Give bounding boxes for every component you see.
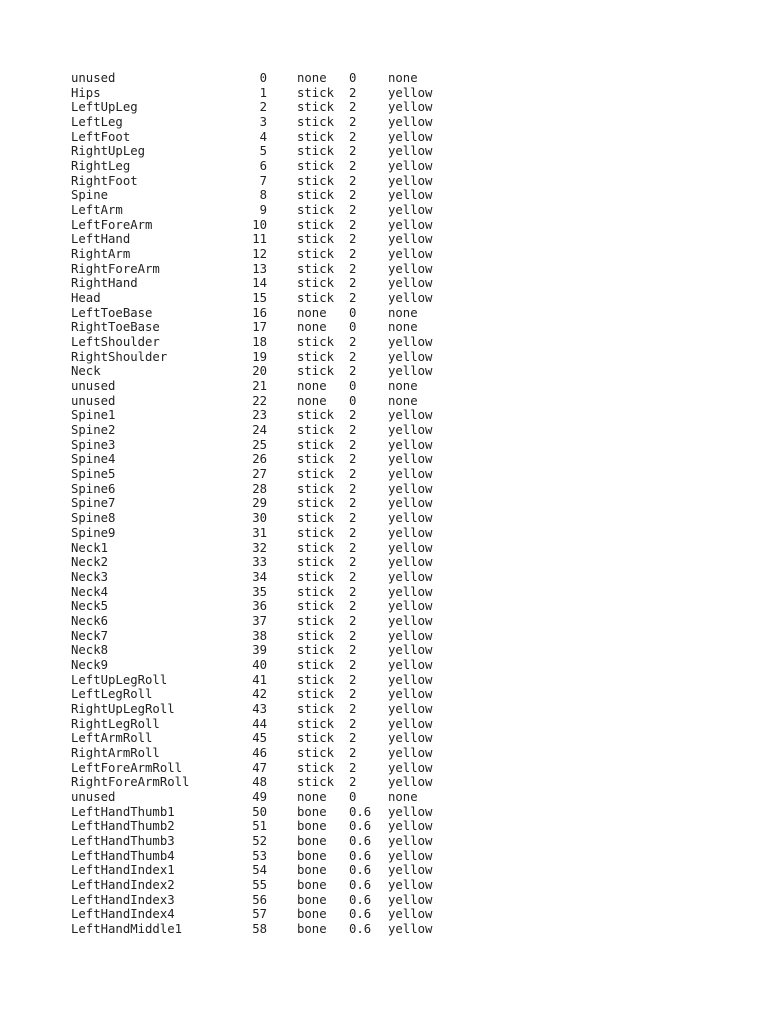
joint-size: 2 (349, 452, 357, 467)
joint-name: RightFoot (71, 173, 138, 188)
joint-color: yellow (388, 85, 433, 100)
joint-name: LeftHandThumb4 (71, 848, 175, 863)
joint-size: 2 (349, 144, 357, 159)
joint-color: yellow (388, 687, 433, 702)
joint-size: 2 (349, 115, 357, 130)
joint-display-type: stick (297, 261, 335, 276)
joint-display-type: stick (297, 599, 335, 614)
joint-name: RightLeg (71, 159, 131, 174)
joint-name: LeftArm (71, 203, 123, 218)
joint-name: LeftToeBase (71, 305, 153, 320)
joint-index: 41 (252, 672, 267, 687)
joint-name: LeftShoulder (71, 335, 160, 350)
joint-color: yellow (388, 701, 433, 716)
joint-size: 2 (349, 364, 357, 379)
joint-index: 24 (252, 423, 267, 438)
joint-color: yellow (388, 173, 433, 188)
joint-size: 0.6 (349, 804, 372, 819)
joint-display-type: stick (297, 437, 335, 452)
joint-display-type: stick (297, 672, 335, 687)
joint-color: yellow (388, 921, 433, 936)
joint-color: yellow (388, 232, 433, 247)
joint-color: yellow (388, 144, 433, 159)
joint-display-type: stick (297, 511, 335, 526)
joint-size: 0 (349, 789, 357, 804)
joint-size: 2 (349, 173, 357, 188)
joint-index: 14 (252, 276, 267, 291)
joint-display-type: bone (297, 877, 327, 892)
joint-display-type: stick (297, 525, 335, 540)
joint-name: LeftLeg (71, 115, 123, 130)
joint-size: 2 (349, 85, 357, 100)
joint-display-type: stick (297, 452, 335, 467)
joint-size: 0 (349, 320, 357, 335)
joint-display-type: stick (297, 173, 335, 188)
joint-display-type: stick (297, 701, 335, 716)
joint-color: yellow (388, 335, 433, 350)
joint-display-type: stick (297, 555, 335, 570)
joint-index: 20 (252, 364, 267, 379)
joint-display-type: none (297, 320, 327, 335)
joint-color: yellow (388, 217, 433, 232)
joint-name: LeftUpLeg (71, 100, 138, 115)
joint-index: 53 (252, 848, 267, 863)
joint-index: 48 (252, 775, 267, 790)
joint-color: yellow (388, 569, 433, 584)
joint-color: yellow (388, 745, 433, 760)
joint-index: 29 (252, 496, 267, 511)
joint-color: yellow (388, 584, 433, 599)
joint-index: 11 (252, 232, 267, 247)
joint-index: 7 (259, 173, 267, 188)
joint-size: 2 (349, 100, 357, 115)
joint-color: yellow (388, 349, 433, 364)
joint-color: yellow (388, 276, 433, 291)
joint-index: 5 (259, 144, 267, 159)
joint-size: 0.6 (349, 819, 372, 834)
joint-size: 2 (349, 643, 357, 658)
joint-name: RightToeBase (71, 320, 160, 335)
joint-size: 2 (349, 672, 357, 687)
joint-display-type: stick (297, 569, 335, 584)
joint-color: yellow (388, 452, 433, 467)
joint-color: yellow (388, 423, 433, 438)
joint-size: 2 (349, 569, 357, 584)
joint-size: 2 (349, 481, 357, 496)
joint-name: RightForeArm (71, 261, 160, 276)
joint-name: RightLegRoll (71, 716, 160, 731)
joint-color: none (388, 393, 418, 408)
joint-display-type: bone (297, 907, 327, 922)
joint-name: Neck (71, 364, 101, 379)
joint-name: RightArmRoll (71, 745, 160, 760)
joint-name: Neck4 (71, 584, 109, 599)
joint-index: 8 (259, 188, 267, 203)
joint-display-type: stick (297, 291, 335, 306)
joint-size: 2 (349, 247, 357, 262)
joint-color: none (388, 305, 418, 320)
joint-name: LeftUpLegRoll (71, 672, 168, 687)
joint-color: yellow (388, 100, 433, 115)
joint-index: 55 (252, 877, 267, 892)
joint-display-type: stick (297, 481, 335, 496)
joint-index: 12 (252, 247, 267, 262)
joint-index: 21 (252, 379, 267, 394)
joint-display-type: stick (297, 657, 335, 672)
joint-name: LeftHandIndex3 (71, 892, 175, 907)
joint-size: 2 (349, 701, 357, 716)
joint-index: 46 (252, 745, 267, 760)
joint-name: Neck8 (71, 643, 109, 658)
joint-index: 30 (252, 511, 267, 526)
joint-size: 2 (349, 159, 357, 174)
joint-name: Hips (71, 85, 101, 100)
joint-index: 1 (259, 85, 267, 100)
joint-name: Neck1 (71, 540, 109, 555)
joint-index: 35 (252, 584, 267, 599)
joint-color: yellow (388, 892, 433, 907)
joint-index: 10 (252, 217, 267, 232)
joint-display-type: none (297, 379, 327, 394)
joint-color: yellow (388, 848, 433, 863)
joint-display-type: stick (297, 232, 335, 247)
joint-size: 0.6 (349, 848, 372, 863)
joint-size: 0.6 (349, 907, 372, 922)
joint-index: 43 (252, 701, 267, 716)
joint-size: 2 (349, 716, 357, 731)
joint-size: 2 (349, 628, 357, 643)
joint-index: 4 (259, 129, 267, 144)
joint-index: 51 (252, 819, 267, 834)
joint-name: LeftHand (71, 232, 131, 247)
joint-index: 49 (252, 789, 267, 804)
joint-size: 2 (349, 467, 357, 482)
joint-size: 2 (349, 291, 357, 306)
joint-name: Neck9 (71, 657, 109, 672)
joint-display-type: stick (297, 643, 335, 658)
joint-size: 2 (349, 276, 357, 291)
joint-size: 2 (349, 687, 357, 702)
joint-size: 2 (349, 261, 357, 276)
joint-name: unused (71, 393, 116, 408)
joint-display-type: stick (297, 540, 335, 555)
joint-size: 2 (349, 540, 357, 555)
joint-color: yellow (388, 159, 433, 174)
joint-index: 6 (259, 159, 267, 174)
joint-display-type: stick (297, 203, 335, 218)
joint-color: yellow (388, 364, 433, 379)
joint-index: 15 (252, 291, 267, 306)
joint-name: Neck5 (71, 599, 109, 614)
joint-name: Spine8 (71, 511, 116, 526)
joint-index: 31 (252, 525, 267, 540)
joint-name: LeftHandIndex4 (71, 907, 175, 922)
joint-color: yellow (388, 481, 433, 496)
joint-name: LeftHandThumb2 (71, 819, 175, 834)
joint-index: 45 (252, 731, 267, 746)
joint-color: yellow (388, 775, 433, 790)
joint-display-type: stick (297, 129, 335, 144)
joint-display-type: stick (297, 144, 335, 159)
joint-display-type: stick (297, 159, 335, 174)
joint-size: 2 (349, 129, 357, 144)
joint-size: 0 (349, 305, 357, 320)
joint-size: 0.6 (349, 921, 372, 936)
joint-display-type: stick (297, 687, 335, 702)
joint-index: 40 (252, 657, 267, 672)
joint-index: 58 (252, 921, 267, 936)
joint-index: 16 (252, 305, 267, 320)
joint-size: 2 (349, 775, 357, 790)
joint-name: Spine1 (71, 408, 116, 423)
joint-display-type: stick (297, 188, 335, 203)
joint-display-type: stick (297, 760, 335, 775)
joint-display-type: none (297, 71, 327, 85)
joint-color: yellow (388, 408, 433, 423)
joint-index: 28 (252, 481, 267, 496)
joint-color: yellow (388, 511, 433, 526)
joint-color: yellow (388, 555, 433, 570)
joint-color: yellow (388, 129, 433, 144)
joint-index: 39 (252, 643, 267, 658)
joint-color: yellow (388, 291, 433, 306)
joint-name: LeftHandIndex2 (71, 877, 175, 892)
joint-name: LeftLegRoll (71, 687, 153, 702)
joint-name: RightUpLeg (71, 144, 146, 159)
joint-display-type: stick (297, 775, 335, 790)
joint-name: Neck6 (71, 613, 109, 628)
joint-size: 2 (349, 232, 357, 247)
joint-name: Spine4 (71, 452, 116, 467)
joint-display-type: stick (297, 731, 335, 746)
joint-display-type: stick (297, 217, 335, 232)
joint-size: 2 (349, 437, 357, 452)
joint-index: 26 (252, 452, 267, 467)
joint-color: yellow (388, 540, 433, 555)
joint-name: RightForeArmRoll (71, 775, 190, 790)
joint-size: 0.6 (349, 877, 372, 892)
joint-size: 2 (349, 349, 357, 364)
joint-size: 0.6 (349, 863, 372, 878)
joint-color: yellow (388, 188, 433, 203)
joint-name: unused (71, 379, 116, 394)
joint-color: yellow (388, 467, 433, 482)
joint-color: yellow (388, 496, 433, 511)
joint-color: yellow (388, 613, 433, 628)
joint-name: RightHand (71, 276, 138, 291)
joint-name: Head (71, 291, 101, 306)
joint-color: yellow (388, 657, 433, 672)
joint-index: 36 (252, 599, 267, 614)
joint-index: 25 (252, 437, 267, 452)
joint-size: 0 (349, 71, 357, 85)
joint-color: yellow (388, 804, 433, 819)
joint-display-type: bone (297, 804, 327, 819)
joint-display-type: stick (297, 467, 335, 482)
joint-index: 56 (252, 892, 267, 907)
joint-index: 42 (252, 687, 267, 702)
joint-color: yellow (388, 599, 433, 614)
joint-color: yellow (388, 672, 433, 687)
joint-display-type: bone (297, 863, 327, 878)
joint-name: LeftForeArmRoll (71, 760, 183, 775)
joint-color: yellow (388, 877, 433, 892)
joint-display-type: stick (297, 349, 335, 364)
joint-display-type: stick (297, 85, 335, 100)
joint-name: Spine9 (71, 525, 116, 540)
joint-name: Spine (71, 188, 109, 203)
joint-size: 2 (349, 745, 357, 760)
joint-name: Spine3 (71, 437, 116, 452)
joint-display-type: bone (297, 921, 327, 936)
joint-color: yellow (388, 643, 433, 658)
joint-size: 2 (349, 423, 357, 438)
joint-index: 38 (252, 628, 267, 643)
joint-color: none (388, 789, 418, 804)
joint-index: 23 (252, 408, 267, 423)
joint-color: yellow (388, 863, 433, 878)
joint-index: 27 (252, 467, 267, 482)
joint-index: 54 (252, 863, 267, 878)
joint-size: 0.6 (349, 892, 372, 907)
joint-size: 0 (349, 393, 357, 408)
joint-color: yellow (388, 203, 433, 218)
joint-color: yellow (388, 247, 433, 262)
joint-index: 3 (259, 115, 267, 130)
joint-index: 33 (252, 555, 267, 570)
joint-color: yellow (388, 716, 433, 731)
joint-size: 0.6 (349, 833, 372, 848)
joint-display-type: stick (297, 276, 335, 291)
joint-size: 2 (349, 657, 357, 672)
joint-name: Neck7 (71, 628, 109, 643)
joint-color: yellow (388, 261, 433, 276)
joint-name: LeftFoot (71, 129, 131, 144)
joint-color: yellow (388, 628, 433, 643)
joint-name: LeftHandIndex1 (71, 863, 175, 878)
joint-display-type: stick (297, 584, 335, 599)
joint-color: yellow (388, 731, 433, 746)
joint-display-type: stick (297, 247, 335, 262)
joint-display-type: stick (297, 115, 335, 130)
joint-size: 2 (349, 760, 357, 775)
joint-name: Neck2 (71, 555, 109, 570)
joint-display-type: none (297, 393, 327, 408)
joint-color: none (388, 379, 418, 394)
joint-index: 57 (252, 907, 267, 922)
joint-display-type: none (297, 305, 327, 320)
joint-index: 47 (252, 760, 267, 775)
joint-name: Spine7 (71, 496, 116, 511)
joint-index: 2 (259, 100, 267, 115)
joint-display-type: stick (297, 613, 335, 628)
joint-index: 22 (252, 393, 267, 408)
joint-color: yellow (388, 907, 433, 922)
joint-display-type: bone (297, 848, 327, 863)
joint-display-type: stick (297, 423, 335, 438)
joint-name: Neck3 (71, 569, 109, 584)
joint-name: Spine6 (71, 481, 116, 496)
joint-name: RightArm (71, 247, 131, 262)
joint-display-type: stick (297, 335, 335, 350)
joint-name: unused (71, 789, 116, 804)
joint-name: LeftHandThumb3 (71, 833, 175, 848)
joint-index: 34 (252, 569, 267, 584)
joint-name: LeftForeArm (71, 217, 153, 232)
joint-name: RightShoulder (71, 349, 168, 364)
joint-size: 2 (349, 584, 357, 599)
joint-color: yellow (388, 115, 433, 130)
joint-index: 50 (252, 804, 267, 819)
joint-name: Spine5 (71, 467, 116, 482)
joint-index: 52 (252, 833, 267, 848)
joint-name: LeftArmRoll (71, 731, 153, 746)
joint-display-type: bone (297, 833, 327, 848)
joint-color: yellow (388, 760, 433, 775)
joint-index: 32 (252, 540, 267, 555)
joint-size: 2 (349, 731, 357, 746)
joint-color: yellow (388, 819, 433, 834)
joint-size: 2 (349, 203, 357, 218)
joint-name: LeftHandMiddle1 (71, 921, 183, 936)
joint-index: 44 (252, 716, 267, 731)
joint-size: 2 (349, 188, 357, 203)
joint-size: 2 (349, 217, 357, 232)
joint-color: yellow (388, 833, 433, 848)
joint-color: none (388, 71, 418, 85)
joint-display-type: stick (297, 496, 335, 511)
joint-display-type: stick (297, 716, 335, 731)
joint-index: 9 (259, 203, 267, 218)
joint-name: RightUpLegRoll (71, 701, 175, 716)
joint-size: 2 (349, 335, 357, 350)
joint-color: yellow (388, 525, 433, 540)
joint-name: LeftHandThumb1 (71, 804, 175, 819)
joint-index: 13 (252, 261, 267, 276)
joint-display-type: bone (297, 892, 327, 907)
joint-size: 2 (349, 496, 357, 511)
joint-display-type: stick (297, 408, 335, 423)
joint-display-type: stick (297, 364, 335, 379)
joint-display-type: bone (297, 819, 327, 834)
joint-color: yellow (388, 437, 433, 452)
joint-name: Spine2 (71, 423, 116, 438)
joint-size: 2 (349, 408, 357, 423)
joint-display-type: stick (297, 100, 335, 115)
joint-size: 2 (349, 555, 357, 570)
joint-display-type: stick (297, 628, 335, 643)
joint-size: 2 (349, 511, 357, 526)
joint-display-type: stick (297, 745, 335, 760)
joint-size: 0 (349, 379, 357, 394)
joint-size: 2 (349, 613, 357, 628)
joint-color: none (388, 320, 418, 335)
joint-display-type: none (297, 789, 327, 804)
joint-name: unused (71, 71, 116, 85)
joint-index: 0 (259, 71, 267, 85)
joint-index: 17 (252, 320, 267, 335)
joint-index: 18 (252, 335, 267, 350)
joint-index: 37 (252, 613, 267, 628)
joint-index: 19 (252, 349, 267, 364)
joint-size: 2 (349, 599, 357, 614)
joint-size: 2 (349, 525, 357, 540)
